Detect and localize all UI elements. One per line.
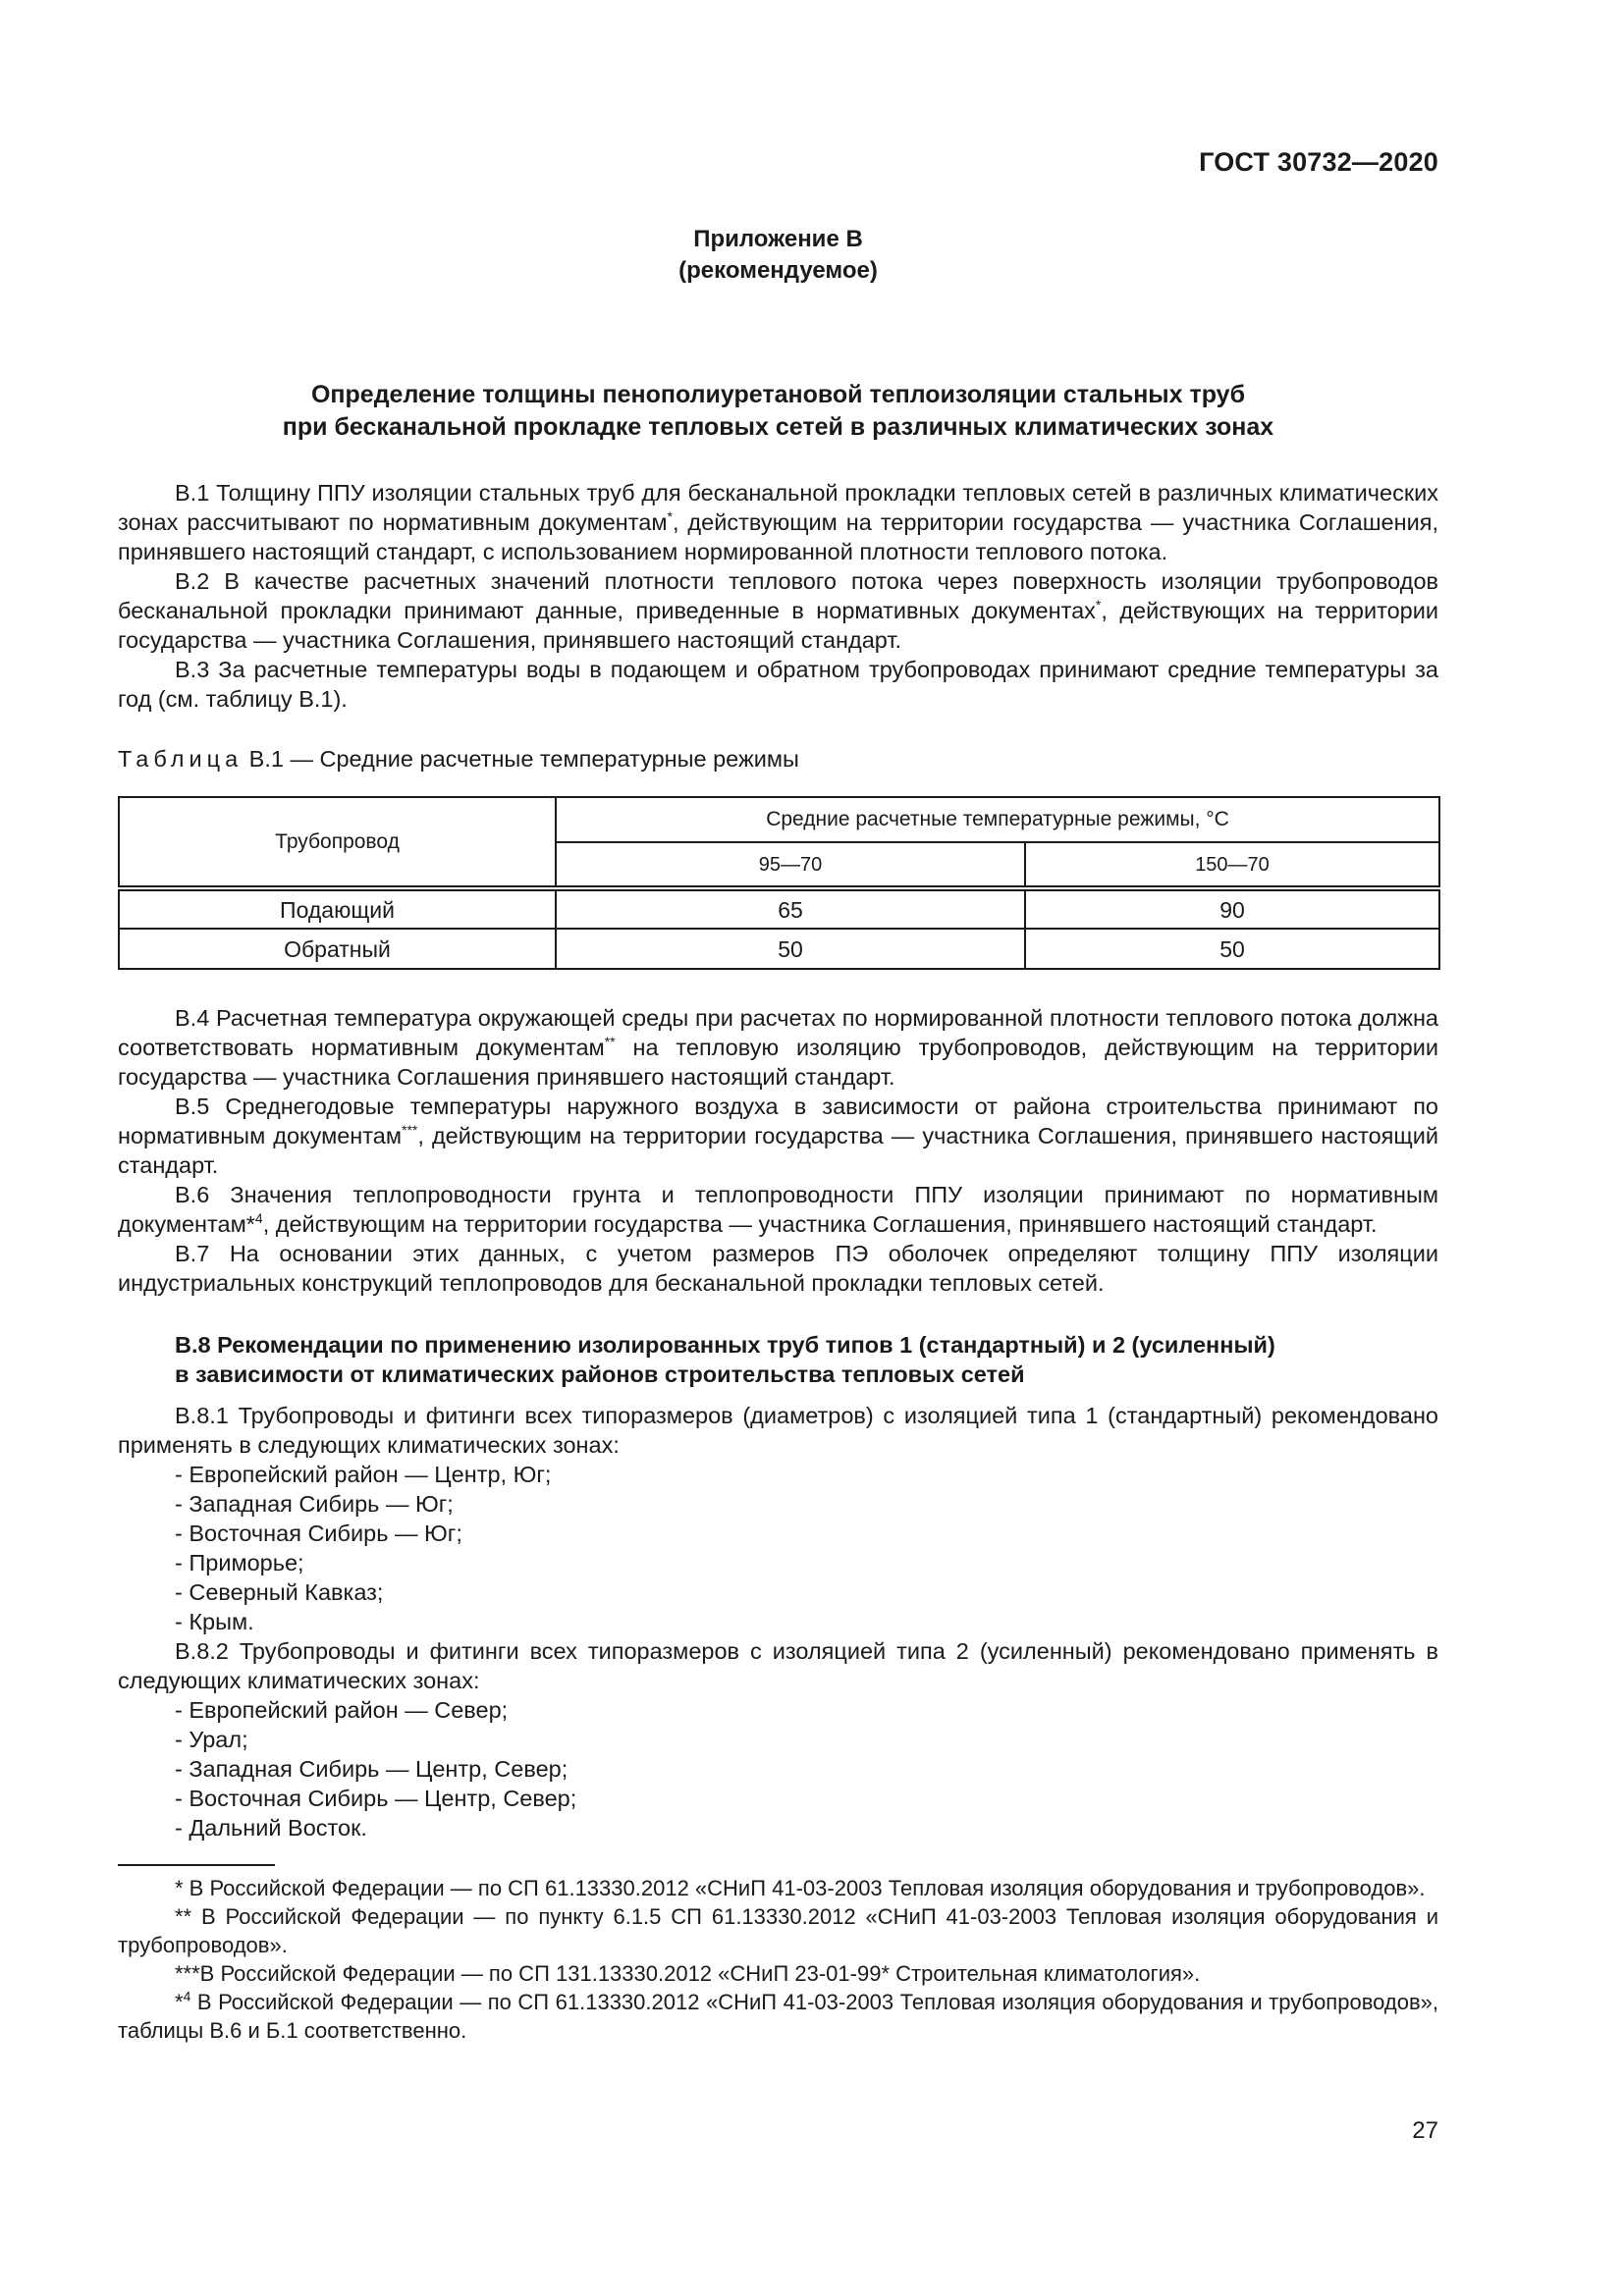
- table-caption-word: Таблица: [118, 746, 244, 772]
- paragraph-b8-1: В.8.1 Трубопроводы и фитинги всех типоразмеров (диаметров) с изоляцией типа 1 (стандартный) рекомендовано применять в следующих климатических зонах:: [118, 1403, 1438, 1458]
- list-item: - Урал;: [175, 1727, 248, 1752]
- column-header-pipe: Трубопровод: [119, 797, 556, 888]
- document-code: ГОСТ 30732—2020: [1199, 147, 1438, 177]
- paragraph-b7: В.7 На основании этих данных, с учетом размеров ПЭ оболочек определяют толщину ППУ изоляции индустриальных конструкций теплопроводов для бесканальной прокладки тепловых сетей.: [118, 1241, 1438, 1296]
- table-caption: [118, 744, 799, 774]
- list-item: - Западная Сибирь — Центр, Север;: [175, 1756, 568, 1782]
- paragraph-b3: В.3 За расчетные температуры воды в подающем и обратном трубопроводах принимают средние температуры за год (см. таблицу В.1).: [118, 657, 1438, 712]
- section-b8-title: В.8 Рекомендации по применению изолированных труб типов 1 (стандартный) и 2 (усиленный) в зависимости от климатических районов строительства тепловых сетей: [175, 1332, 1275, 1387]
- table-caption-text: В.1 — Средние расчетные температурные режимы: [243, 746, 799, 772]
- paragraph-b8-2: В.8.2 Трубопроводы и фитинги всех типоразмеров с изоляцией типа 2 (усиленный) рекомендовано применять в следующих климатических зонах:: [118, 1638, 1438, 1693]
- heading-line-1: Определение толщины пенополиуретановой теплоизоляции стальных труб: [310, 381, 1246, 408]
- footnote-4: *$^4$ В Российской Федерации — по СП 61.13330.2012 «СНиП 41-03-2003 Тепловая изоляция оборудования и трубопроводов», таблицы В.6 и Б.1 соответственно.: [118, 1988, 1438, 2043]
- list-item: - Северный Кавказ;: [175, 1579, 384, 1605]
- footnote-2: ** В Российской Федерации — по пункту 6.1.5 СП 61.13330.2012 «СНиП 41-03-2003 Тепловая изоляция оборудования и трубопроводов».: [118, 1904, 1438, 1957]
- paragraph-b4: В.4 Расчетная температура окружающей среды при расчетах по нормированной плотности теплового потока должна соответствовать нормативным документам** на тепловую изоляцию трубопроводов, действующим на территории государства — участника Соглашения принявшего настоящий стандарт.: [118, 1005, 1438, 1090]
- footnote-3: ***В Российской Федерации — по СП 131.13330.2012 «СНиП 23-01-99* Строительная климатология».: [175, 1961, 1201, 1986]
- heading-line-2: при бесканальной прокладке тепловых сетей в различных климатических зонах: [282, 413, 1274, 441]
- list-item: - Дальний Восток.: [175, 1815, 367, 1841]
- list-item: - Восточная Сибирь — Центр, Север;: [175, 1786, 577, 1811]
- section-b8-body: [118, 1401, 1438, 1842]
- table-row: Подающий 65 90: [119, 888, 1439, 929]
- appendix-title: Приложение В: [693, 226, 863, 252]
- list-item: - Приморье;: [175, 1550, 304, 1575]
- document-page: [118, 0, 1438, 2296]
- body-paragraphs: [118, 1003, 1438, 1298]
- paragraph-b2: В.2 В качестве расчетных значений плотности теплового потока через поверхность изоляции трубопроводов бесканальной прокладки принимают данные, приведенные в нормативных документах*, действующих на территории государства — участника Соглашения, принявшего настоящий стандарт.: [118, 568, 1438, 653]
- list-item: - Западная Сибирь — Юг;: [175, 1491, 454, 1517]
- page-number: 27: [1412, 2117, 1438, 2144]
- list-item: - Европейский район — Север;: [175, 1697, 509, 1723]
- footnotes: [118, 1874, 1438, 2045]
- appendix-subtitle: (рекомендуемое): [678, 257, 878, 284]
- paragraph-b6: В.6 Значения теплопроводности грунта и теплопроводности ППУ изоляции принимают по нормативным документам*$^4$, действующим на территории государства — участника Соглашения, принявшего настоящий стандарт.: [118, 1182, 1438, 1237]
- table-row: Обратный 50 50: [119, 929, 1439, 969]
- appendix-label: [118, 224, 1438, 287]
- paragraph-b5: В.5 Среднегодовые температуры наружного воздуха в зависимости от района строительства принимают по нормативным документам***, действующим на территории государства — участника Соглашения, принявшего настоящий стандарт.: [118, 1094, 1438, 1178]
- column-header-150-70: 150—70: [1025, 842, 1439, 888]
- column-header-group: Средние расчетные температурные режимы, °С: [556, 797, 1439, 842]
- footnote-1: * В Российской Федерации — по СП 61.13330.2012 «СНиП 41-03-2003 Тепловая изоляция оборудования и трубопроводов».: [175, 1876, 1426, 1900]
- list-item: - Крым.: [175, 1609, 254, 1634]
- intro-paragraphs: [118, 478, 1438, 714]
- column-header-95-70: 95—70: [556, 842, 1025, 888]
- list-item: - Восточная Сибирь — Юг;: [175, 1521, 462, 1546]
- list-item: - Европейский район — Центр, Юг;: [175, 1462, 552, 1487]
- footnote-separator: [118, 1864, 275, 1866]
- paragraph-b1: В.1 Толщину ППУ изоляции стальных труб для бесканальной прокладки тепловых сетей в различных климатических зонах рассчитывают по нормативным документам*, действующим на территории государства — участника Соглашения, принявшего настоящий стандарт, с использованием нормированной плотности теплового потока.: [118, 480, 1438, 564]
- temperature-table: [118, 796, 1440, 970]
- section-heading: [118, 379, 1438, 444]
